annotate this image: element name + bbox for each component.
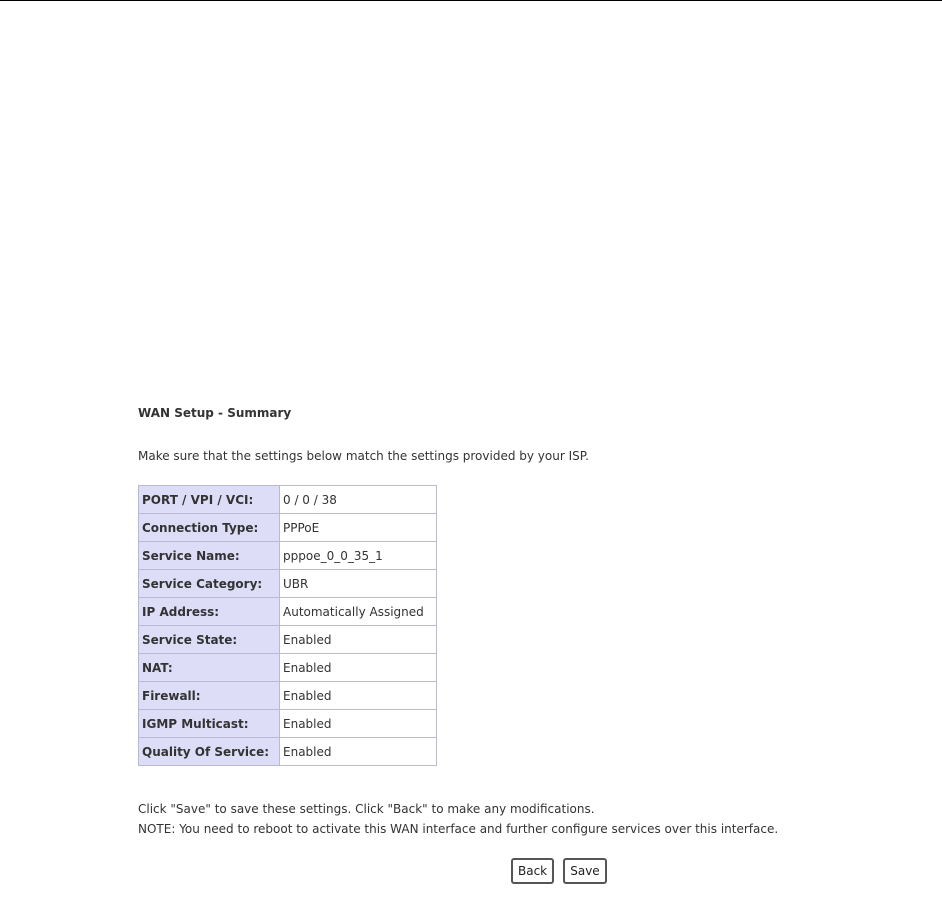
top-divider xyxy=(0,0,942,1)
row-label: IP Address: xyxy=(139,598,280,626)
table-row xyxy=(139,682,437,710)
row-value: PPPoE xyxy=(280,514,437,542)
row-label: Service Category: xyxy=(139,570,280,598)
table-row xyxy=(139,570,437,598)
button-bar xyxy=(511,858,611,884)
page-title: WAN Setup - Summary xyxy=(138,406,292,420)
row-value: 0 / 0 / 38 xyxy=(280,486,437,514)
table-row xyxy=(139,486,437,514)
table-row xyxy=(139,514,437,542)
row-label: PORT / VPI / VCI: xyxy=(139,486,280,514)
table-row xyxy=(139,654,437,682)
row-label: NAT: xyxy=(139,654,280,682)
save-button[interactable]: Save xyxy=(563,858,606,884)
row-value: Enabled xyxy=(280,738,437,766)
row-value: Enabled xyxy=(280,682,437,710)
row-value: UBR xyxy=(280,570,437,598)
table-row xyxy=(139,738,437,766)
row-label: Service Name: xyxy=(139,542,280,570)
row-value: Enabled xyxy=(280,710,437,738)
row-label: Quality Of Service: xyxy=(139,738,280,766)
row-value: Enabled xyxy=(280,654,437,682)
row-label: Connection Type: xyxy=(139,514,280,542)
back-button[interactable]: Back xyxy=(511,858,554,884)
reboot-note: NOTE: You need to reboot to activate this WAN interface and further configure services over this interface. xyxy=(138,822,779,836)
table-row xyxy=(139,542,437,570)
table-row xyxy=(139,710,437,738)
summary-table xyxy=(138,485,437,766)
wan-summary-panel xyxy=(138,404,918,878)
row-value: Automatically Assigned xyxy=(280,598,437,626)
table-row xyxy=(139,598,437,626)
row-value: pppoe_0_0_35_1 xyxy=(280,542,437,570)
table-row xyxy=(139,626,437,654)
row-label: IGMP Multicast: xyxy=(139,710,280,738)
intro-text: Make sure that the settings below match the settings provided by your ISP. xyxy=(138,449,589,463)
row-label: Firewall: xyxy=(139,682,280,710)
save-instructions: Click "Save" to save these settings. Click "Back" to make any modifications. xyxy=(138,802,595,816)
row-label: Service State: xyxy=(139,626,280,654)
footer-notes xyxy=(138,799,778,839)
row-value: Enabled xyxy=(280,626,437,654)
